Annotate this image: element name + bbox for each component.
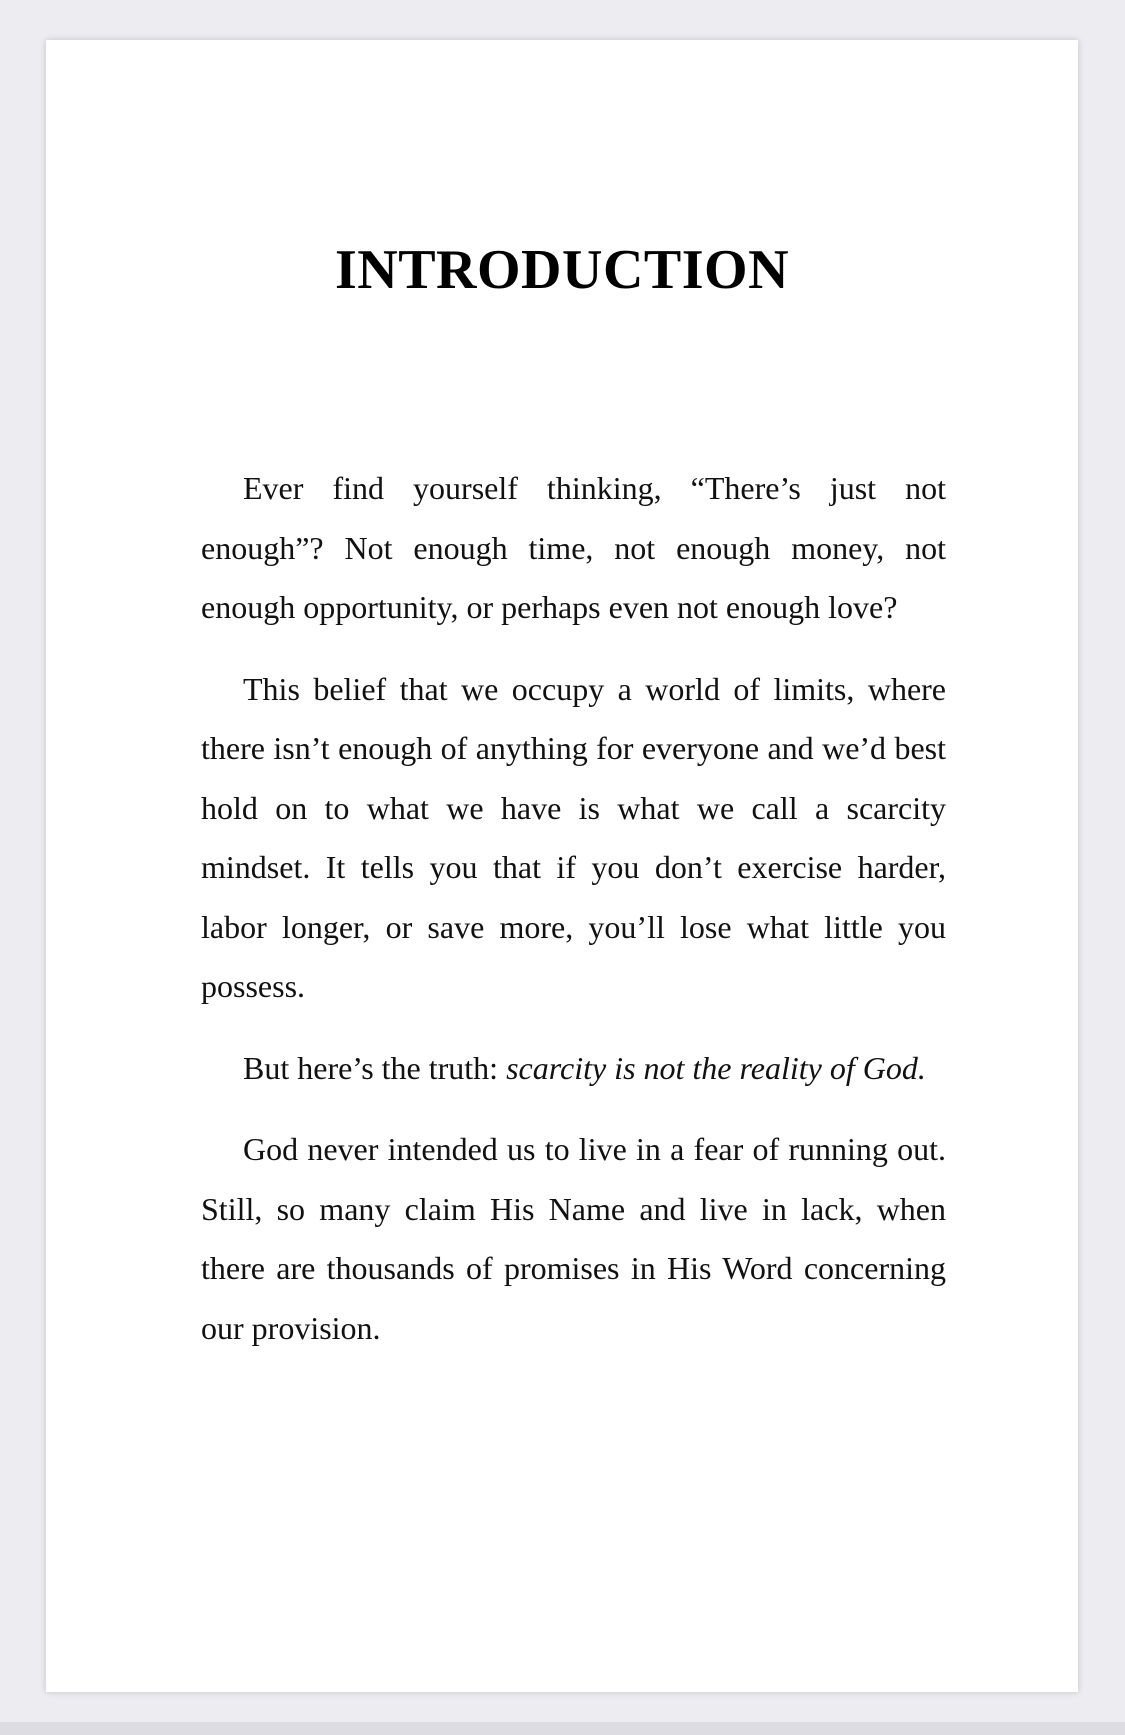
paragraph-4: God never intended us to live in a fear of running out. Still, so many claim His Name and live in lack, when there are thousands of promises in His Word concerning our provision.	[201, 1131, 946, 1346]
body-text	[201, 459, 946, 1380]
chapter-title: INTRODUCTION	[334, 239, 790, 301]
paragraph-1: Ever find yourself thinking, “There’s just not enough”? Not enough time, not enough money, not enough opportunity, or perhaps even not enough love?	[201, 470, 946, 625]
book-page	[46, 40, 1078, 1692]
viewer-bottom-edge	[0, 1722, 1125, 1735]
paragraph-2: This belief that we occupy a world of limits, where there isn’t enough of anything for everyone and we’d best hold on to what we have is what we call a scarcity mindset. It tells you that if you don’t exercise harder, labor longer, or save more, you’ll lose what little you possess.	[201, 670, 946, 1004]
paragraph-3	[201, 1039, 946, 1099]
paragraph-3-italic: scarcity is not the reality of God.	[506, 1049, 926, 1086]
paragraph-3-lead: But here’s the truth:	[243, 1049, 507, 1086]
